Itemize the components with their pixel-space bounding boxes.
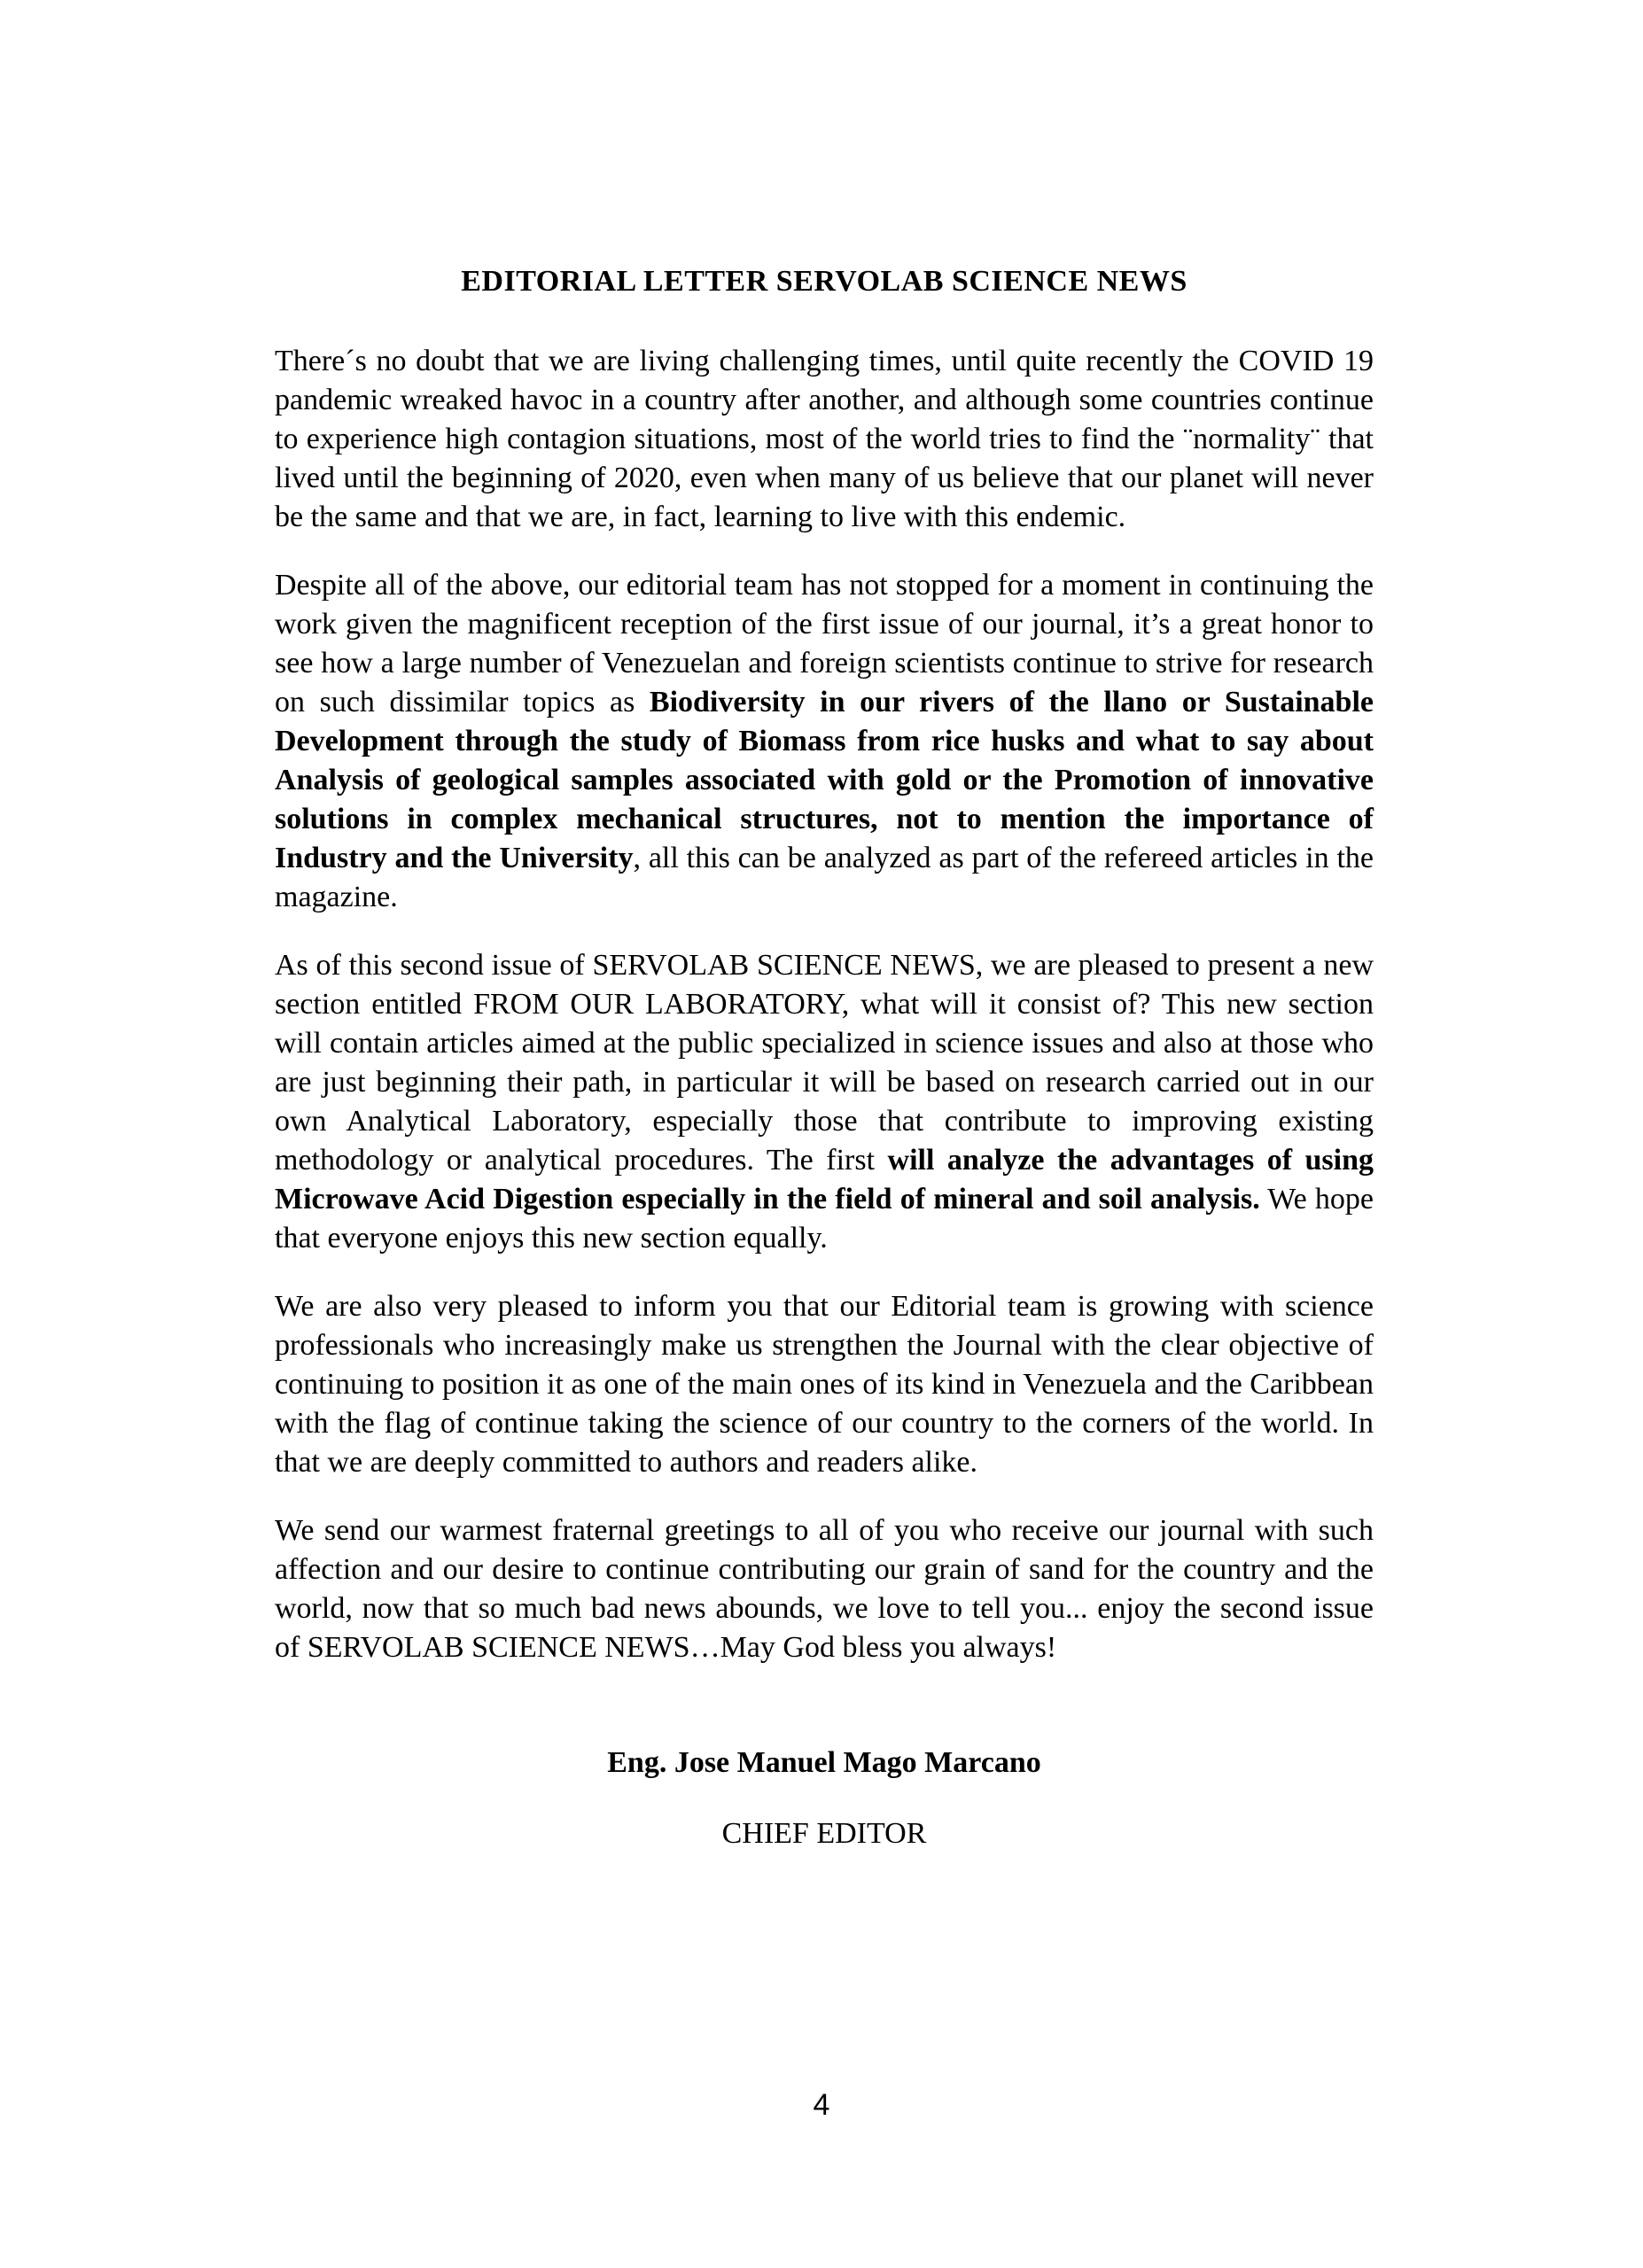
signature-role: CHIEF EDITOR <box>721 1817 927 1850</box>
signature-block <box>275 1744 1374 1853</box>
editorial-paragraph-4: We are also very pleased to inform you that our Editorial team is growing with science professionals who increasingly make us strengthen the Journal with the clear objective of continuing to position it as one of the main ones of its kind in Venezuela and the Caribbean with the flag of continue taking the science of our country to the corners of the world. In that we are deeply committed to authors and readers alike. <box>275 1290 1374 1479</box>
editorial-paragraph-2: Despite all of the above, our editorial team has not stopped for a moment in continuing the work given the magnificent reception of the first issue of our journal, it’s a great honor to see how a large number of Venezuelan and foreign scientists continue to strive for research on such dissimilar topics as Biodiversity in our rivers of the llano or Sustainable Development through the study of Biomass from rice husks and what to say about Analysis of geological samples associated with gold or the Promotion of innovative solutions in complex mechanical structures, not to mention the importance of Industry and the University, all this can be analyzed as part of the refereed articles in the magazine. <box>275 569 1374 913</box>
page-number: 4 <box>813 2088 830 2122</box>
page-title: EDITORIAL LETTER SERVOLAB SCIENCE NEWS <box>461 265 1187 298</box>
editorial-paragraph-1: There´s no doubt that we are living challenging times, until quite recently the COVID 19 pandemic wreaked havoc in a country after another, and although some countries continue to experience high contagion situations, most of the world tries to find the ¨normality¨ that lived until the beginning of 2020, even when many of us believe that our planet will never be the same and that we are, in fact, learning to live with this endemic. <box>275 345 1374 533</box>
editorial-letter <box>275 262 1374 1853</box>
signature-name: Eng. Jose Manuel Mago Marcano <box>607 1746 1041 1779</box>
editorial-paragraph-3: As of this second issue of SERVOLAB SCIENCE NEWS, we are pleased to present a new section entitled FROM OUR LABORATORY, what will it consist of? This new section will contain articles aimed at the public specialized in science issues and also at those who are just beginning their path, in particular it will be based on research carried out in our own Analytical Laboratory, especially those that contribute to improving existing methodology or analytical procedures. The first will analyze the advantages of using Microwave Acid Digestion especially in the field of mineral and soil analysis. We hope that everyone enjoys this new section equally. <box>275 949 1374 1254</box>
editorial-paragraph-5: We send our warmest fraternal greetings to all of you who receive our journal with such affection and our desire to continue contributing our grain of sand for the country and the world, now that so much bad news abounds, we love to tell you... enjoy the second issue of SERVOLAB SCIENCE NEWS…May God bless you always! <box>275 1514 1374 1664</box>
